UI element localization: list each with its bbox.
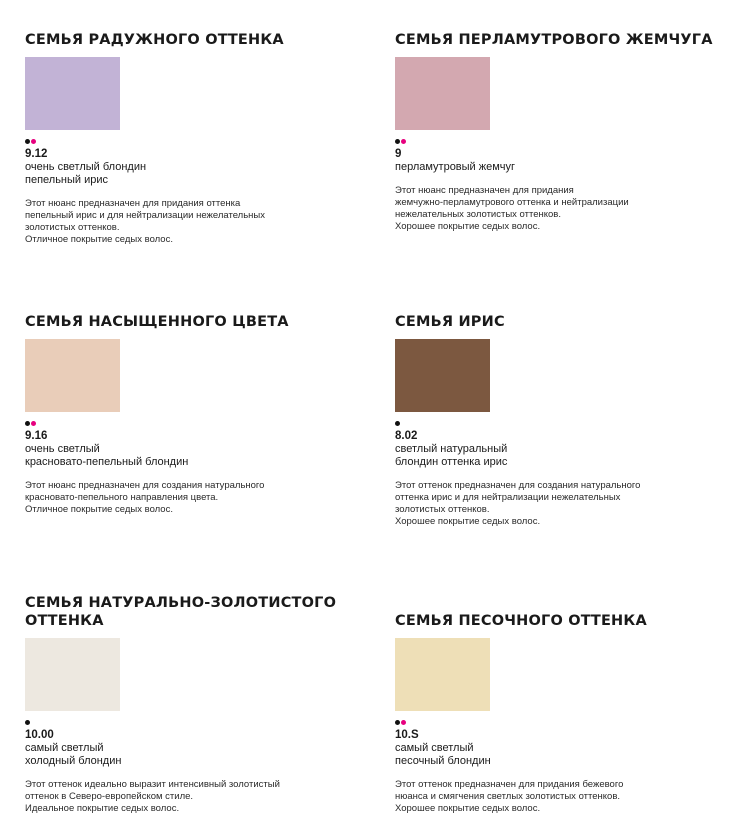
family-title: СЕМЬЯ РАДУЖНОГО ОТТЕНКА: [25, 32, 284, 48]
shade-description: Этот оттенок предназначен для придания бежевого нюанса и смягчения светлых золотистых оттенков. Хорошее покрытие седых волос.: [395, 779, 624, 814]
shade-description: Этот оттенок предназначен для создания натурального оттенка ирис и для нейтрализации нежелательных золотистых оттенков. Хорошее покрытие седых волос.: [395, 480, 641, 527]
shade-card-natural-golden: [25, 594, 355, 815]
black-dot-icon: [25, 421, 30, 426]
shade-card-iris: [395, 313, 725, 528]
pink-dot-icon: [401, 720, 406, 725]
family-title: СЕМЬЯ ПЕРЛАМУТРОВОГО ЖЕМЧУГА: [395, 32, 713, 48]
color-swatch: [25, 339, 120, 412]
shade-description: Этот оттенок идеально выразит интенсивный золотистый оттенок в Северо-европейском стиле. Идеальное покрытие седых волос.: [25, 779, 280, 814]
shade-name: самый светлый холодный блондин: [25, 742, 122, 767]
shade-code: 10.00: [25, 729, 54, 741]
shade-card-rainbow: [25, 31, 355, 246]
shade-code: 9.16: [25, 430, 48, 442]
shade-card-saturated: [25, 313, 355, 516]
black-dot-icon: [395, 720, 400, 725]
color-swatch: [395, 57, 490, 130]
shade-description: Этот нюанс предназначен для создания натурального красновато-пепельного направления цвета. Отличное покрытие седых волос.: [25, 480, 265, 515]
shade-dots: [25, 420, 355, 427]
color-swatch: [25, 57, 120, 130]
shade-name: перламутровый жемчуг: [395, 161, 516, 173]
shade-card-pearl: [395, 31, 725, 233]
color-swatch: [395, 638, 490, 711]
shade-name: очень светлый блондин пепельный ирис: [25, 161, 147, 186]
color-swatch: [25, 638, 120, 711]
family-title: СЕМЬЯ НАСЫЩЕННОГО ЦВЕТА: [25, 314, 289, 330]
shade-name: светлый натуральный блондин оттенка ирис: [395, 443, 508, 468]
shade-dots: [395, 420, 725, 427]
black-dot-icon: [395, 421, 400, 426]
shade-dots: [25, 138, 355, 145]
shade-card-sand: [395, 612, 725, 815]
shade-name: очень светлый красновато-пепельный блондин: [25, 443, 189, 468]
family-title: СЕМЬЯ ПЕСОЧНОГО ОТТЕНКА: [395, 613, 647, 629]
shade-description: Этот нюанс предназначен для придания оттенка пепельный ирис и для нейтрализации нежелательных золотистых оттенков. Отличное покрытие седых волос.: [25, 198, 265, 245]
family-title: СЕМЬЯ НАТУРАЛЬНО-ЗОЛОТИСТОГО ОТТЕНКА: [25, 595, 337, 629]
pink-dot-icon: [401, 139, 406, 144]
shade-dots: [395, 719, 725, 726]
family-title: СЕМЬЯ ИРИС: [395, 314, 505, 330]
black-dot-icon: [395, 139, 400, 144]
shade-name: самый светлый песочный блондин: [395, 742, 491, 767]
pink-dot-icon: [31, 139, 36, 144]
shade-dots: [25, 719, 355, 726]
shade-dots: [395, 138, 725, 145]
shade-code: 10.S: [395, 729, 419, 741]
shade-code: 8.02: [395, 430, 418, 442]
black-dot-icon: [25, 139, 30, 144]
shade-description: Этот нюанс предназначен для придания жемчужно-перламутрового оттенка и нейтрализации нежелательных золотистых оттенков. Хорошее покрытие седых волос.: [395, 185, 629, 232]
black-dot-icon: [25, 720, 30, 725]
color-swatch: [395, 339, 490, 412]
pink-dot-icon: [31, 421, 36, 426]
shade-code: 9: [395, 148, 402, 160]
shade-code: 9.12: [25, 148, 48, 160]
